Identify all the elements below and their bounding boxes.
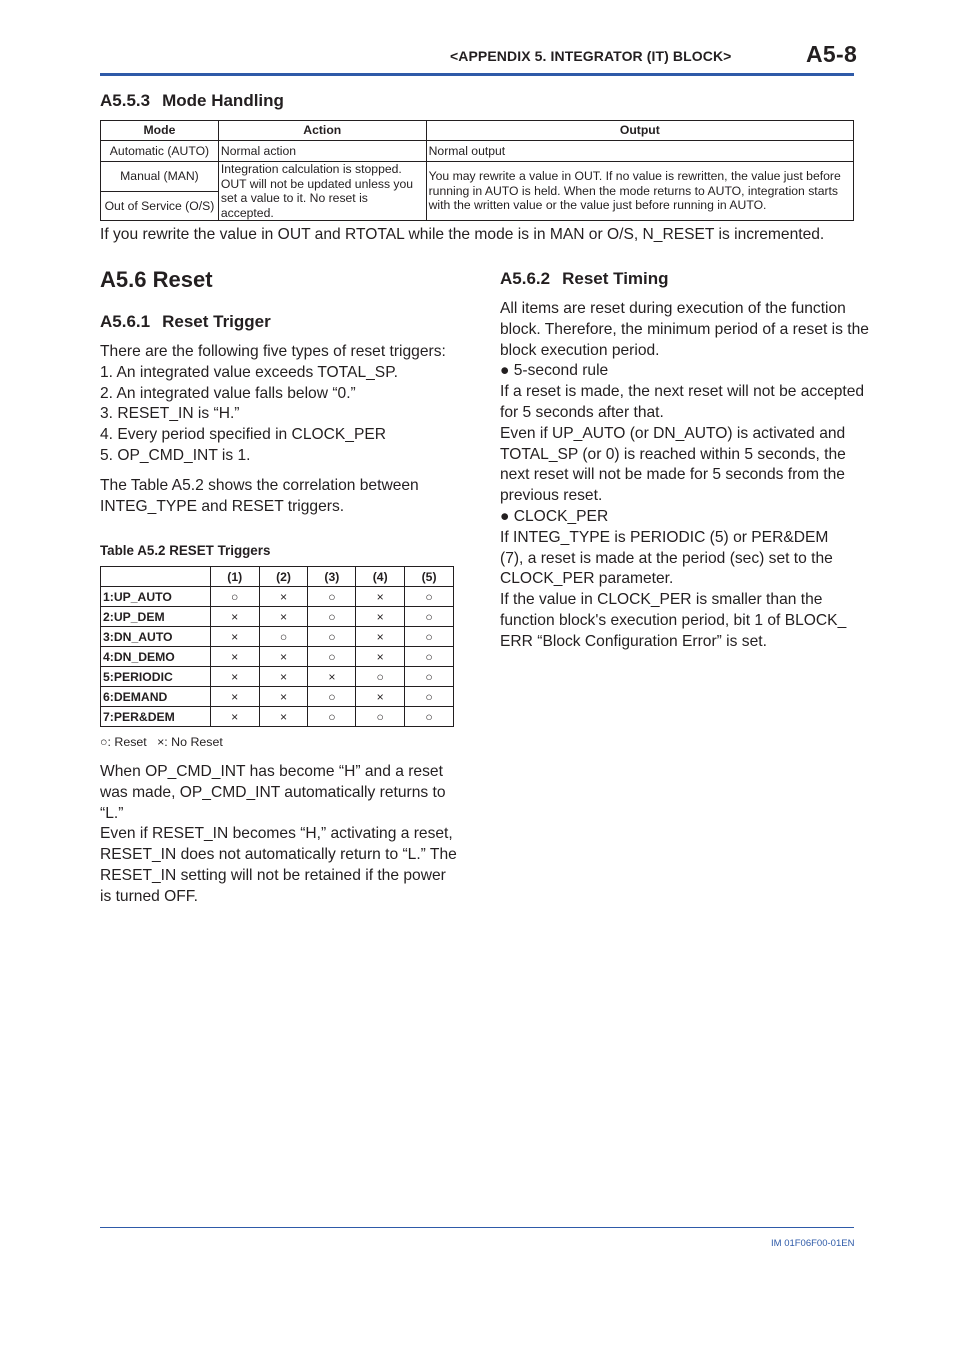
table-cell: ○ [308, 707, 356, 727]
table-cell: × [259, 587, 308, 607]
bullet-heading: ● CLOCK_PER [500, 507, 609, 525]
table-header-cell: (5) [405, 567, 454, 587]
table-cell: × [259, 687, 308, 707]
text-line: is turned OFF. [100, 887, 198, 905]
section-number: A5.6.2 [500, 269, 551, 288]
cell-line: set a value to it. No reset is accepted. [220, 191, 368, 220]
table-header-cell: Action [218, 121, 426, 141]
table-cell: ○ [308, 627, 356, 647]
table-cell: ○ [405, 707, 454, 727]
table-cell: ○ [405, 667, 454, 687]
text-line: block. Therefore, the minimum period of a reset is the [500, 320, 869, 338]
text-line: ERR “Block Configuration Error” is set. [500, 632, 767, 650]
table-row [101, 647, 454, 667]
table-cell: × [356, 647, 405, 667]
row-label: 7:PER&DEM [101, 707, 211, 727]
list-item: 2. An integrated value falls below “0.” [100, 384, 356, 402]
reset-trigger-para [100, 476, 460, 518]
footer-rule [100, 1227, 854, 1228]
text-line: block execution period. [500, 341, 660, 359]
table-cell: ○ [308, 647, 356, 667]
text-line: previous reset. [500, 487, 603, 505]
text-line: “L.” [100, 804, 124, 822]
table-header-cell: Mode [101, 121, 219, 141]
table-cell: × [259, 607, 308, 627]
table-cell: ○ [405, 607, 454, 627]
table-legend: ○: Reset ×: No Reset [100, 735, 223, 749]
text-line: If INTEG_TYPE is PERIODIC (5) or PER&DEM [500, 528, 829, 546]
table-cell: Manual (MAN) [101, 162, 219, 192]
table-row [101, 627, 454, 647]
list-item: 4. Every period specified in CLOCK_PER [100, 426, 387, 444]
table-row [101, 141, 854, 162]
table-cell: Out of Service (O/S) [101, 192, 219, 221]
section-number: A5.5.3 [100, 91, 151, 110]
paragraph: There are the following five types of reset triggers: [100, 343, 446, 360]
table-header-cell [101, 567, 211, 587]
header-rule [100, 73, 854, 76]
table-row [101, 162, 854, 192]
reset-timing-text [500, 299, 870, 653]
cell-line: running in AUTO is held. When the mode returns to AUTO, integration starts [428, 183, 839, 198]
row-label: 5:PERIODIC [101, 667, 211, 687]
section-number: A5.6.1 [100, 312, 151, 331]
section-title: Reset [152, 267, 213, 292]
table-cell: ○ [405, 627, 454, 647]
table-cell: × [210, 667, 259, 687]
table-cell-output-shared [426, 162, 853, 221]
list-item: 5. OP_CMD_INT is 1. [100, 446, 251, 464]
table-cell: × [259, 707, 308, 727]
section-title: Mode Handling [162, 91, 284, 110]
table-row [101, 707, 454, 727]
reset-triggers-table [100, 566, 454, 727]
list-item: 1. An integrated value exceeds TOTAL_SP. [100, 363, 398, 381]
list-item: 3. RESET_IN is “H.” [100, 405, 240, 423]
text-line: When OP_CMD_INT has become “H” and a reset [100, 763, 443, 780]
table-cell: × [356, 687, 405, 707]
running-header-title: <APPENDIX 5. INTEGRATOR (IT) BLOCK> [450, 48, 732, 64]
table-cell: ○ [356, 667, 405, 687]
table-cell-action-shared [218, 162, 426, 221]
table-header-row [101, 567, 454, 587]
table-cell: × [210, 687, 259, 707]
table-cell: × [210, 707, 259, 727]
text-line: TOTAL_SP (or 0) is reached within 5 seconds, the [500, 445, 846, 463]
table-header-cell: (3) [308, 567, 356, 587]
cell-line: Integration calculation is stopped. [220, 162, 402, 176]
table-cell: × [308, 667, 356, 687]
table-header-cell: Output [426, 121, 853, 141]
reset-trigger-intro [100, 342, 460, 467]
section-title: Reset Trigger [162, 312, 271, 331]
reset-in-notes [100, 762, 460, 908]
cell-line: You may rewrite a value in OUT. If no value is rewritten, the value just before [428, 169, 841, 184]
row-label: 1:UP_AUTO [101, 587, 211, 607]
table-cell: ○ [405, 687, 454, 707]
table-cell: Automatic (AUTO) [101, 141, 219, 162]
table-cell: ○ [259, 627, 308, 647]
table-row [101, 667, 454, 687]
table-header-cell: (2) [259, 567, 308, 587]
section-heading-a561 [100, 312, 271, 332]
text-line: The Table A5.2 shows the correlation between [100, 477, 419, 494]
table-cell: ○ [405, 587, 454, 607]
row-label: 3:DN_AUTO [101, 627, 211, 647]
text-line: Even if RESET_IN becomes “H,” activating a reset, [100, 825, 453, 843]
table-cell: ○ [210, 587, 259, 607]
table-cell: ○ [308, 607, 356, 627]
table-cell: Normal output [426, 141, 853, 162]
text-line: function block's execution period, bit 1 of BLOCK_ [500, 611, 847, 629]
table-header-row [101, 121, 854, 141]
table-cell: × [356, 627, 405, 647]
text-line: for 5 seconds after that. [500, 403, 664, 421]
table-cell: × [210, 627, 259, 647]
section-heading-a553 [100, 91, 284, 111]
bullet-heading: ● 5-second rule [500, 362, 609, 380]
text-line: INTEG_TYPE and RESET triggers. [100, 497, 345, 515]
table-cell: × [356, 607, 405, 627]
table-caption: Table A5.2 RESET Triggers [100, 543, 271, 558]
text-line: (7), a reset is made at the period (sec) set to the [500, 549, 833, 567]
section-heading-a56 [100, 267, 213, 293]
text-line: was made, OP_CMD_INT automatically returns to [100, 783, 446, 801]
text-line: All items are reset during execution of the function [500, 300, 846, 317]
text-line: RESET_IN does not automatically return to “L.” The [100, 846, 457, 864]
table-cell: Normal action [218, 141, 426, 162]
table-cell: × [210, 607, 259, 627]
table-row [101, 687, 454, 707]
table-cell: ○ [405, 647, 454, 667]
text-line: If the value in CLOCK_PER is smaller than the [500, 591, 823, 609]
table-cell: ○ [308, 687, 356, 707]
row-label: 6:DEMAND [101, 687, 211, 707]
cell-line: OUT will not be updated unless you [220, 176, 414, 191]
row-label: 4:DN_DEMO [101, 647, 211, 667]
section-number: A5.6 [100, 267, 147, 292]
table-cell: × [259, 667, 308, 687]
cell-line: with the written value or the value just before running in AUTO. [428, 198, 767, 213]
text-line: RESET_IN setting will not be retained if the power [100, 866, 446, 884]
table-cell: × [356, 587, 405, 607]
mode-note: If you rewrite the value in OUT and RTOTAL while the mode is in MAN or O/S, N_RESET is incremented. [100, 226, 825, 243]
text-line: next reset will not be made for 5 seconds from the [500, 466, 845, 484]
table-row [101, 587, 454, 607]
text-line: If a reset is made, the next reset will not be accepted [500, 383, 865, 401]
text-line: Even if UP_AUTO (or DN_AUTO) is activated and [500, 424, 846, 442]
table-cell: × [259, 647, 308, 667]
section-title: Reset Timing [562, 269, 669, 288]
table-row [101, 607, 454, 627]
mode-handling-table [100, 120, 854, 221]
text-line: CLOCK_PER parameter. [500, 570, 674, 588]
table-header-cell: (1) [210, 567, 259, 587]
table-cell: ○ [356, 707, 405, 727]
page-number: A5-8 [806, 41, 858, 67]
row-label: 2:UP_DEM [101, 607, 211, 627]
table-cell: × [210, 647, 259, 667]
document-id: IM 01F06F00-01EN [771, 1238, 855, 1249]
table-header-cell: (4) [356, 567, 405, 587]
section-heading-a562 [500, 269, 669, 289]
table-cell: ○ [308, 587, 356, 607]
